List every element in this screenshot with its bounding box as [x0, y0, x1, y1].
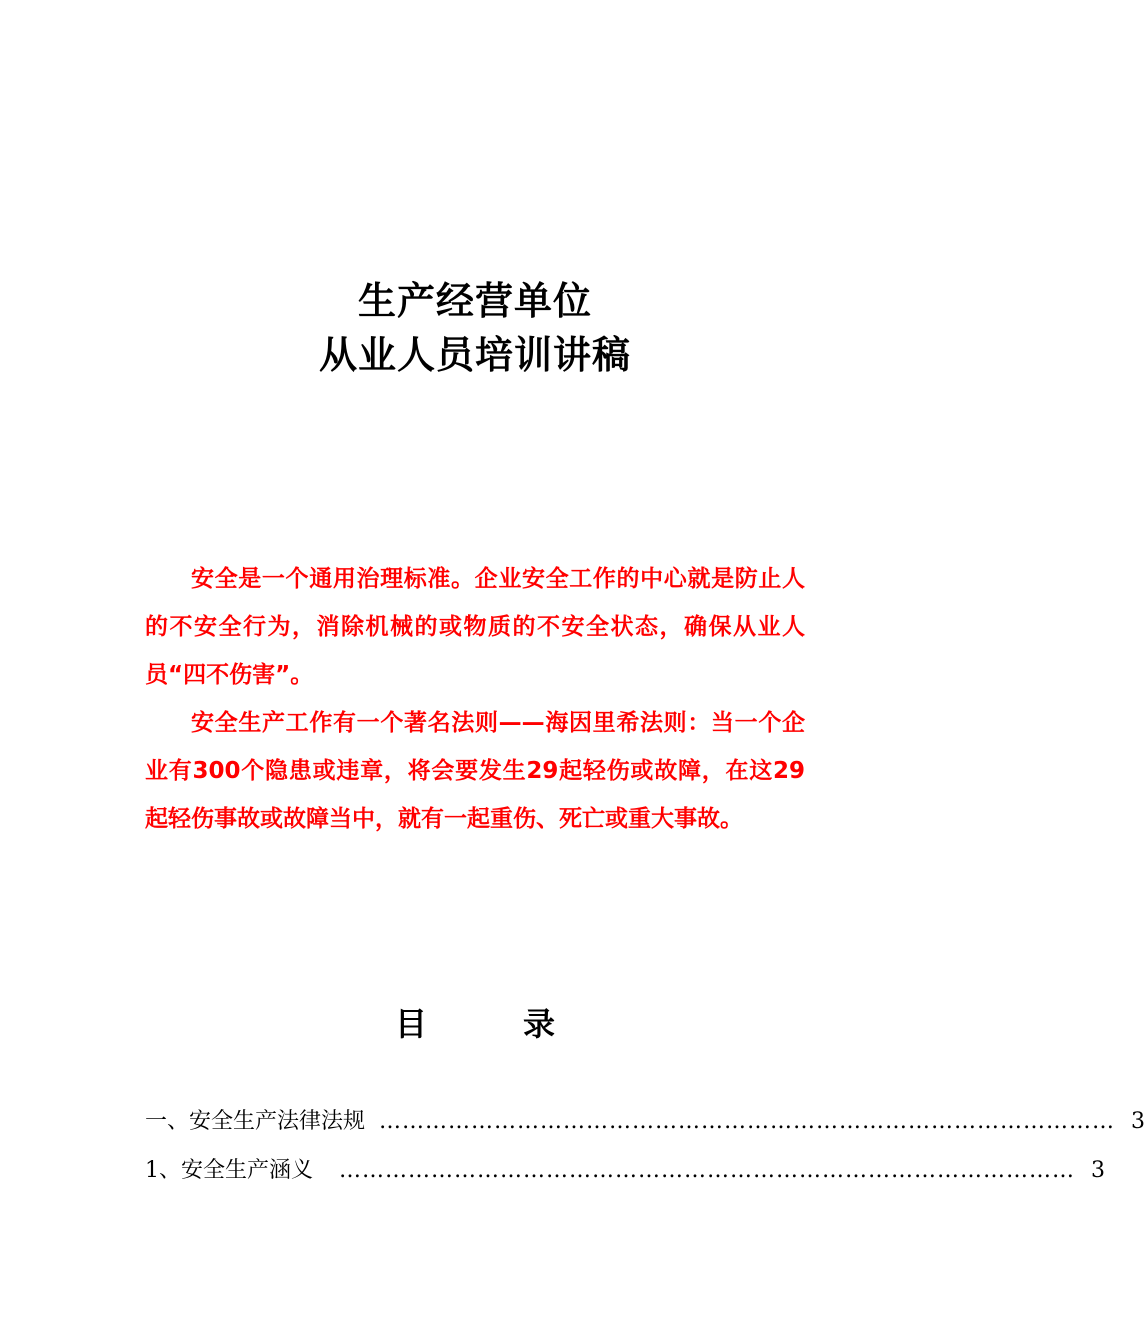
intro-paragraph-1: 安全是一个通用治理标准。企业安全工作的中心就是防止人的不安全行为，消除机械的或物质的不安全状态，确保从业人员“四不伤害”。: [145, 566, 805, 688]
toc-entry-page: 3: [1091, 1158, 1105, 1183]
toc-entry[interactable]: [145, 1155, 1105, 1187]
toc-leader-dots: ……………………………………………………………………………………: [339, 1158, 1075, 1183]
toc-entry-label: 1、安全生产涵义: [145, 1158, 313, 1183]
toc-entry-label: 一、安全生产法律法规: [145, 1109, 366, 1134]
toc-heading-char-1: 目: [394, 1005, 427, 1043]
intro-paragraph-2: 安全生产工作有一个著名法则——海因里希法则：当一个企业有300个隐患或违章，将会要发生29起轻伤或故障，在这29起轻伤事故或故障当中，就有一起重伤、死亡或重大事故。: [145, 710, 805, 832]
toc-heading: [0, 1000, 950, 1048]
toc-heading-char-2: 录: [523, 1005, 556, 1043]
document-title-line-2: 从业人员培训讲稿: [318, 333, 631, 377]
intro-text: [145, 555, 805, 843]
toc-entry[interactable]: [145, 1106, 1145, 1138]
document-title-line-1: 生产经营单位: [357, 279, 592, 323]
toc-entry-page: 3: [1131, 1109, 1145, 1134]
toc-leader-dots: ……………………………………………………………………………………: [379, 1109, 1116, 1134]
